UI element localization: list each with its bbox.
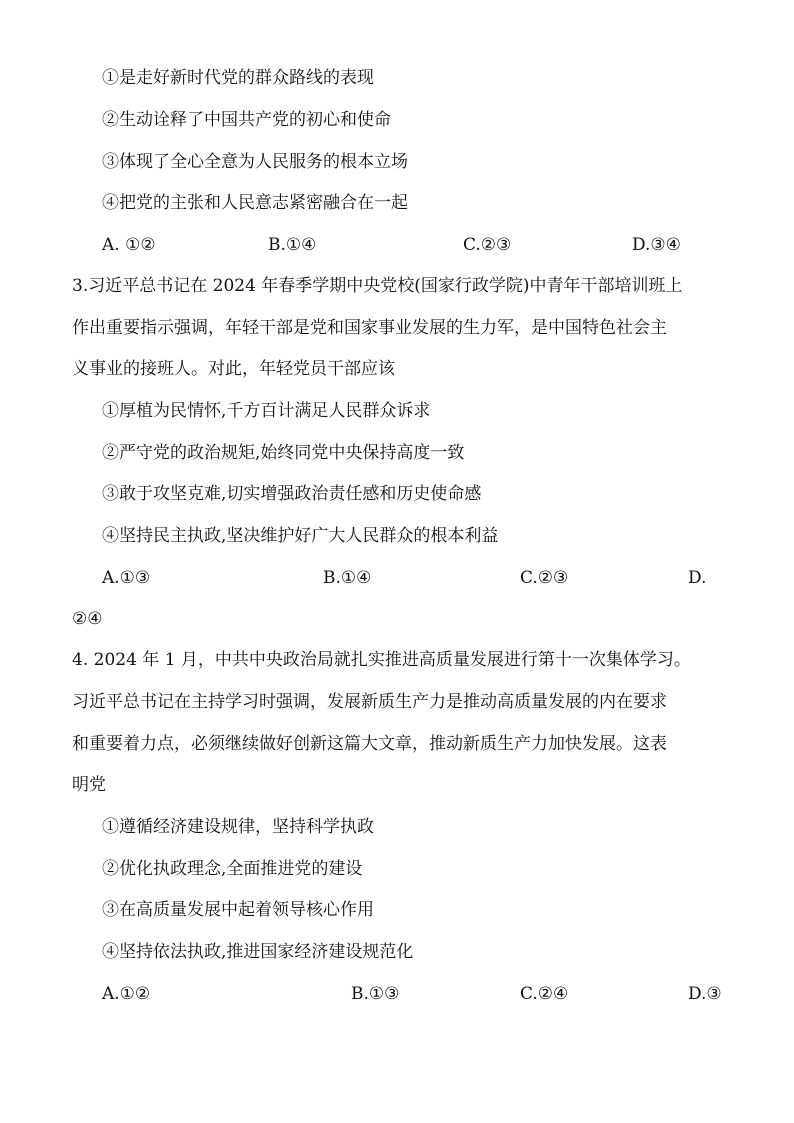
q4-option-b: B.①③ [351, 984, 400, 1004]
q3-item-4: ④坚持民主执政,坚决维护好广大人民群众的根本利益 [102, 526, 499, 546]
q2-option-a: A. ①② [102, 235, 156, 255]
q4-item-4: ④坚持依法执政,推进国家经济建设规范化 [102, 942, 414, 962]
q4-option-a: A.①② [102, 984, 151, 1004]
q4-option-d: D.③ [688, 984, 722, 1004]
q2-item-2: ②生动诠释了中国共产党的初心和使命 [102, 110, 391, 130]
q3-option-c: C.②③ [520, 568, 569, 588]
q4-stem-line-3: 和重要着力点，必须继续做好创新这篇大文章，推动新质生产力加快发展。这表 [72, 734, 667, 754]
q2-option-b: B.①④ [268, 235, 317, 255]
q3-item-3: ③敢于攻坚克难,切实增强政治责任感和历史使命感 [102, 484, 482, 504]
q3-option-d-wrap: ②④ [72, 609, 103, 629]
q4-option-c: C.②④ [520, 984, 569, 1004]
q4-item-3: ③在高质量发展中起着领导核心作用 [102, 900, 374, 920]
q3-item-1: ①厚植为民情怀,千方百计满足人民群众诉求 [102, 401, 431, 421]
q4-stem-line-2: 习近平总书记在主持学习时强调，发展新质生产力是推动高质量发展的内在要求 [72, 692, 667, 712]
q3-stem-line-2: 作出重要指示强调，年轻干部是党和国家事业发展的生力军，是中国特色社会主 [72, 318, 667, 338]
q3-option-b: B.①④ [323, 568, 372, 588]
q3-option-d: D. [688, 568, 707, 588]
q2-option-d: D.③④ [632, 235, 681, 255]
q3-option-a: A.①③ [102, 568, 151, 588]
q2-item-4: ④把党的主张和人民意志紧密融合在一起 [102, 193, 408, 213]
q4-item-2: ②优化执政理念,全面推进党的建设 [102, 859, 363, 879]
q2-item-1: ①是走好新时代党的群众路线的表现 [102, 68, 374, 88]
q4-item-1: ①遵循经济建设规律，坚持科学执政 [102, 817, 374, 837]
q4-stem-line-1: 4. 2024 年 1 月，中共中央政治局就扎实推进高质量发展进行第十一次集体学习。 [72, 650, 691, 670]
q3-item-2: ②严守党的政治规矩,始终同党中央保持高度一致 [102, 443, 465, 463]
q3-stem-line-3: 义事业的接班人。对此，年轻党员干部应该 [72, 359, 395, 379]
q3-stem-line-1: 3.习近平总书记在 2024 年春季学期中央党校(国家行政学院)中青年干部培训班上 [72, 276, 683, 296]
q2-option-c: C.②③ [463, 235, 512, 255]
q4-stem-line-4: 明党 [72, 775, 106, 795]
q2-item-3: ③体现了全心全意为人民服务的根本立场 [102, 152, 408, 172]
